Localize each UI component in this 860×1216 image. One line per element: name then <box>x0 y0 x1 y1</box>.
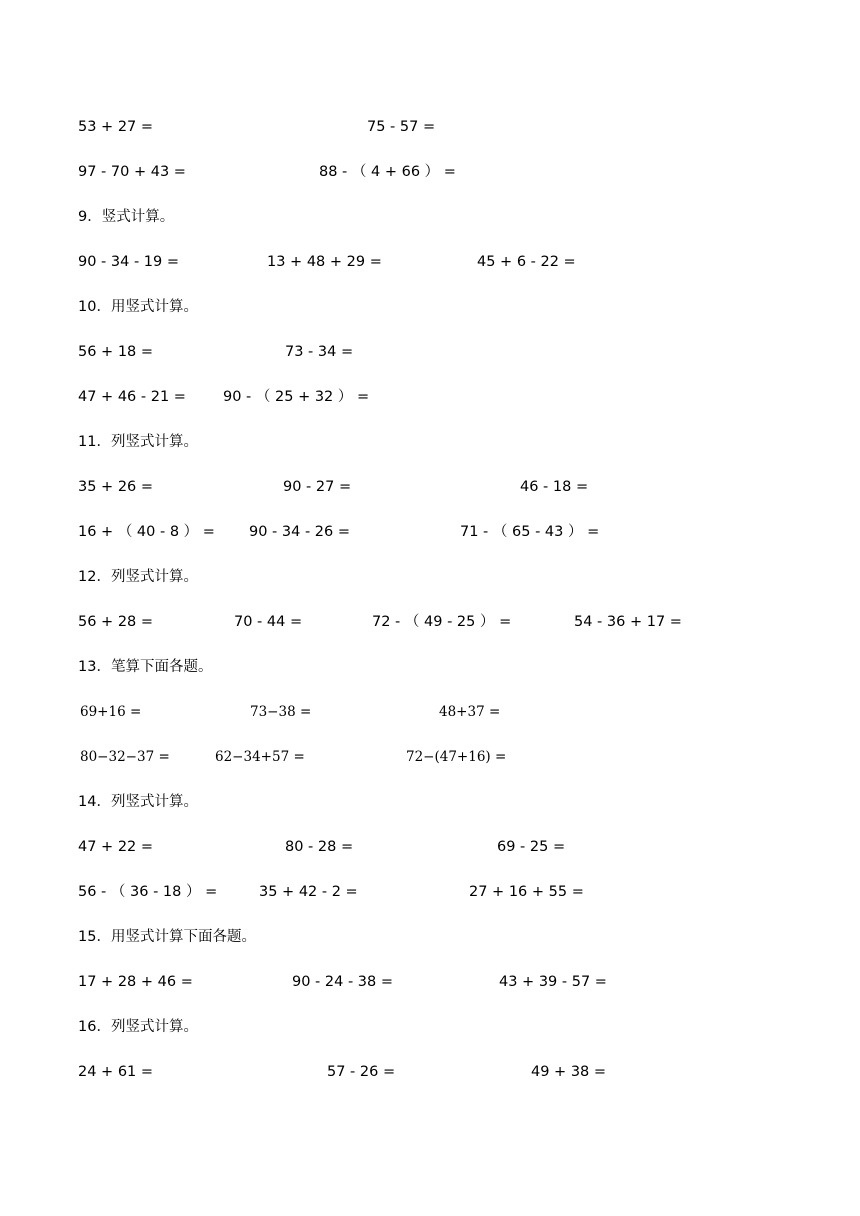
arithmetic-problem: 90 - 34 - 19 = <box>78 254 180 270</box>
question-heading: 14．列竖式计算。 <box>78 794 198 810</box>
arithmetic-problem: 88 - （ 4 + 66 ） = <box>319 164 456 180</box>
question-heading: 10．用竖式计算。 <box>78 299 198 315</box>
question-heading-row <box>0 205 860 229</box>
question-heading-row <box>0 925 860 949</box>
question-heading: 11．列竖式计算。 <box>78 434 198 450</box>
question-heading-row <box>0 565 860 589</box>
arithmetic-problem: 90 - 27 = <box>283 479 352 495</box>
question-heading-row <box>0 790 860 814</box>
question-heading: 9．竖式计算。 <box>78 209 175 225</box>
arithmetic-problem: 80 - 28 = <box>285 839 354 855</box>
problem-row <box>0 520 860 544</box>
problem-row <box>0 475 860 499</box>
arithmetic-problem: 90 - 34 - 26 = <box>249 524 351 540</box>
question-heading-row <box>0 1015 860 1039</box>
arithmetic-problem: 17 + 28 + 46 = <box>78 974 193 990</box>
arithmetic-problem: 13 + 48 + 29 = <box>267 254 382 270</box>
arithmetic-problem: 69 - 25 = <box>497 839 566 855</box>
problem-row <box>0 835 860 859</box>
problem-row <box>0 250 860 274</box>
problem-row <box>0 700 860 724</box>
problem-row <box>0 340 860 364</box>
arithmetic-problem: 48+37 = <box>439 704 501 720</box>
arithmetic-problem: 35 + 26 = <box>78 479 154 495</box>
problem-row <box>0 970 860 994</box>
problem-row <box>0 115 860 139</box>
arithmetic-problem: 24 + 61 = <box>78 1064 154 1080</box>
arithmetic-problem: 71 - （ 65 - 43 ） = <box>460 524 600 540</box>
arithmetic-problem: 47 + 22 = <box>78 839 154 855</box>
question-heading: 12．列竖式计算。 <box>78 569 198 585</box>
arithmetic-problem: 45 + 6 - 22 = <box>477 254 576 270</box>
arithmetic-problem: 57 - 26 = <box>327 1064 396 1080</box>
problem-row <box>0 610 860 634</box>
question-heading-row <box>0 655 860 679</box>
problem-row <box>0 1060 860 1084</box>
arithmetic-problem: 16 + （ 40 - 8 ） = <box>78 524 215 540</box>
problem-row <box>0 160 860 184</box>
arithmetic-problem: 56 + 28 = <box>78 614 154 630</box>
question-heading: 16．列竖式计算。 <box>78 1019 198 1035</box>
arithmetic-problem: 47 + 46 - 21 = <box>78 389 186 405</box>
problem-row <box>0 880 860 904</box>
arithmetic-problem: 72−(47+16) = <box>406 749 507 765</box>
question-heading-row <box>0 295 860 319</box>
arithmetic-problem: 73−38 = <box>250 704 312 720</box>
arithmetic-problem: 69+16 = <box>80 704 142 720</box>
problem-row <box>0 745 860 769</box>
arithmetic-problem: 75 - 57 = <box>367 119 436 135</box>
arithmetic-problem: 72 - （ 49 - 25 ） = <box>372 614 512 630</box>
arithmetic-problem: 53 + 27 = <box>78 119 154 135</box>
arithmetic-problem: 27 + 16 + 55 = <box>469 884 584 900</box>
arithmetic-problem: 90 - 24 - 38 = <box>292 974 394 990</box>
arithmetic-problem: 90 - （ 25 + 32 ） = <box>223 389 370 405</box>
question-heading: 13．笔算下面各题。 <box>78 659 213 675</box>
arithmetic-problem: 54 - 36 + 17 = <box>574 614 682 630</box>
arithmetic-problem: 56 + 18 = <box>78 344 154 360</box>
arithmetic-problem: 62−34+57 = <box>215 749 305 765</box>
arithmetic-problem: 73 - 34 = <box>285 344 354 360</box>
arithmetic-problem: 56 - （ 36 - 18 ） = <box>78 884 218 900</box>
arithmetic-problem: 49 + 38 = <box>531 1064 607 1080</box>
arithmetic-problem: 70 - 44 = <box>234 614 303 630</box>
arithmetic-problem: 46 - 18 = <box>520 479 589 495</box>
question-heading-row <box>0 430 860 454</box>
arithmetic-problem: 80−32−37 = <box>80 749 170 765</box>
arithmetic-problem: 43 + 39 - 57 = <box>499 974 607 990</box>
question-heading: 15．用竖式计算下面各题。 <box>78 929 256 945</box>
arithmetic-problem: 97 - 70 + 43 = <box>78 164 186 180</box>
arithmetic-problem: 35 + 42 - 2 = <box>259 884 358 900</box>
problem-row <box>0 385 860 409</box>
